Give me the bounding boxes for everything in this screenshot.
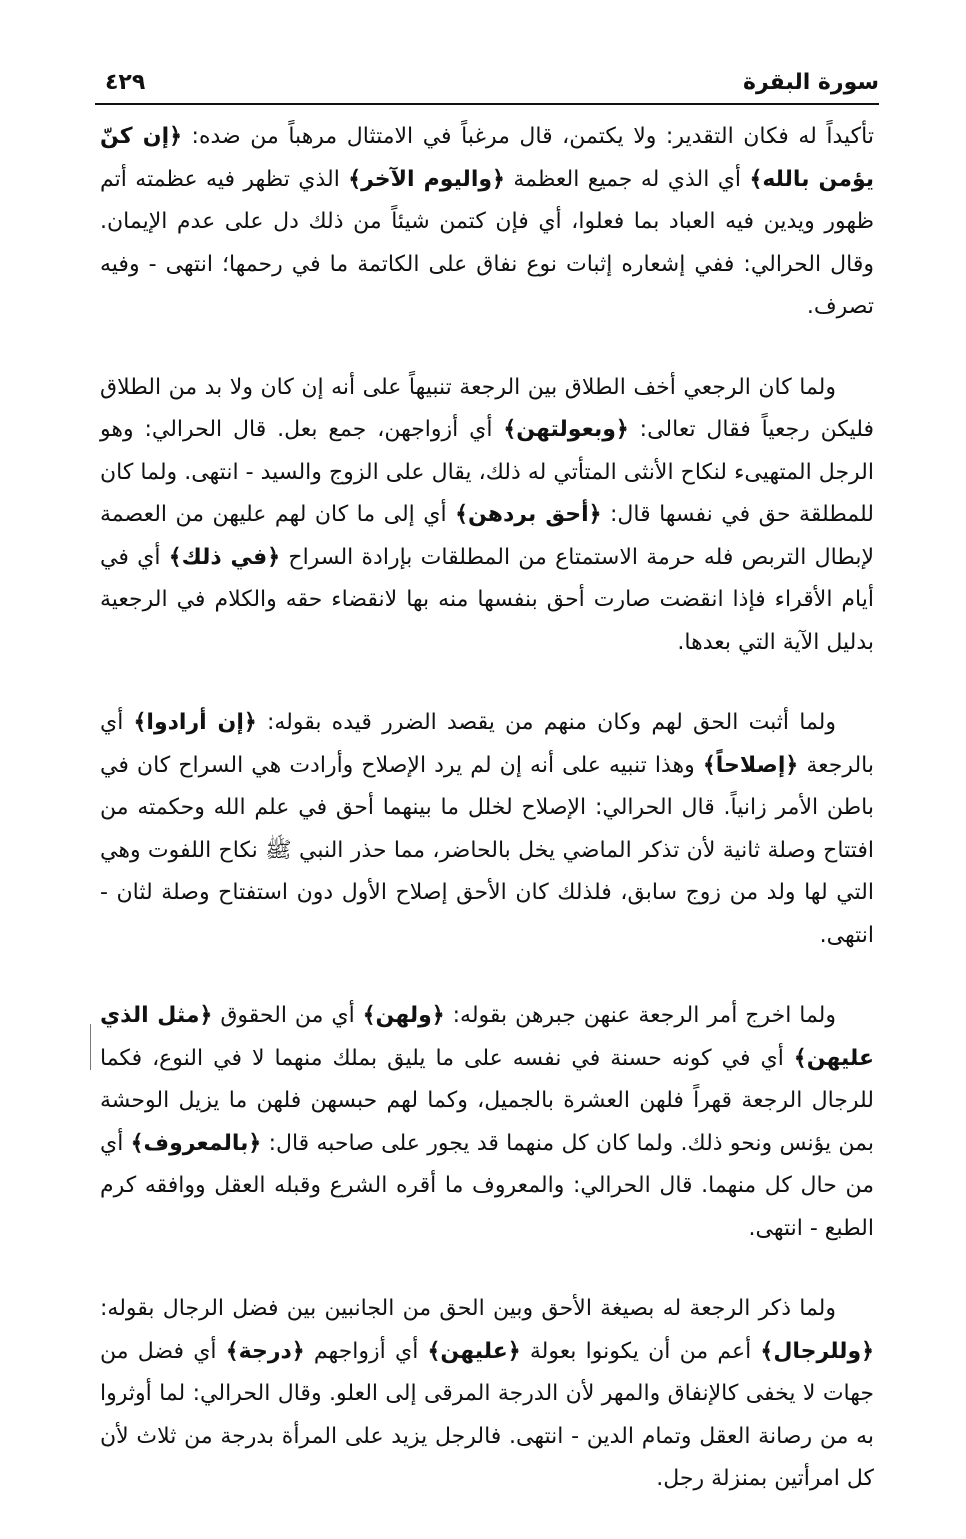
page-number: ٤٢٩ — [105, 70, 146, 95]
quran-quote: ﴿أحق بردهن﴾ — [455, 502, 602, 527]
commentary-text: أعم من أن يكونوا بعولة — [520, 1338, 761, 1364]
margin-mark — [90, 1024, 91, 1070]
quran-quote: ﴿وللرجال﴾ — [760, 1338, 875, 1364]
commentary-text: الذي تظهر فيه عظمته أتم ظهور ويدين فيه العباد بما فعلوا، أي فإن كتمن شيئاً من ذلك دل على عدم الإيمان. وقال الحرالي: ففي إشعاره إثبات نوع نفاق على الكاتمة ما في رحمها؛ انتهى - وفيه تصرف. — [100, 166, 874, 319]
commentary-text: أي في كونه حسنة في نفسه على ما يليق بملك منهما لا في النوع، فكما للرجال الرجعة قهراً فلهن العشرة بالجميل، وكما لهم حبسهن فلهن ما يزيل الوحشة بمن يؤنس ونحو ذلك. ولما كان كل منهما قد يجور على صاحبه قال: — [100, 1045, 874, 1156]
quran-quote: ﴿في ذلك﴾ — [168, 544, 281, 570]
commentary-text: أي فضل من جهات لا يخفى كالإنفاق والمهر لأن الدرجة المرقى إلى العلو. وقال الحرالي: لما أوثروا به من رصانة العقل وتمام الدين - انتهى. فالرجل يزيد على المرأة بدرجة من ثلاث لأن كل امرأتين بمنزلة رجل. — [100, 1338, 874, 1491]
quran-quote: ﴿بالمعروف﴾ — [130, 1130, 262, 1156]
commentary-text: أي أزواجهم — [304, 1338, 428, 1364]
quran-quote: ﴿ولهن﴾ — [362, 1003, 445, 1028]
commentary-text: أي في أيام الأقراء فإذا انقضت صارت أحق بنفسها منه بها لانقضاء حقه والكلام في الرجعية بدليل الآية التي بعدها. — [100, 544, 874, 655]
commentary-text: أي أزواجهن، جمع بعل. قال الحرالي: وهو الرجل المتهيىء لنكاح الأنثى المتأتي له ذلك، يقال على الزوج والسيد - انتهى. ولما كان للمطلقة حق في نفسها قال: — [100, 417, 874, 527]
commentary-text: أي بالرجعة — [100, 710, 875, 778]
quran-quote: ﴿عليهن﴾ — [427, 1338, 521, 1364]
commentary-text: ولما أثبت الحق لهم وكان منهم من يقصد الضرر قيده بقوله: — [256, 710, 836, 735]
quran-quote: ﴿إصلاحاً﴾ — [702, 752, 799, 778]
commentary-text: وهذا تنبيه على أنه إن لم يرد الإصلاح وأرادت هي السراح كان في باطن الأمر زانياً. قال الحرالي: الإصلاح لخلل ما بينهما أحق في علم الله وحكمته من افتتاح وصلة ثانية لأن تذكر الماضي يخل بالحاضر، مما حذر النبي ﷺ نكاح اللفوت وهي التي لها ولد من زوج سابق، فلذلك كان الأحق إصلاح الأول دون استفتاح وصلة لثان - انتهى. — [100, 752, 874, 948]
paragraph — [100, 116, 874, 329]
paragraph — [100, 702, 874, 957]
commentary-text: أي من حال كل منهما. قال الحرالي: والمعروف ما أقره الشرع وقبله العقل ووافقه كرم الطبع - انتهى. — [100, 1130, 874, 1241]
paragraph — [100, 367, 874, 665]
quran-quote: ﴿مثل الذي عليهن﴾ — [100, 1003, 874, 1071]
page-body — [100, 116, 874, 1539]
header-rule — [95, 103, 879, 105]
commentary-text: أي إلى ما كان لهم عليهن من العصمة لإبطال التربص فله حرمة الاستمتاع من المطلقات بإرادة السراح — [100, 502, 875, 570]
quran-quote: ﴿إن أرادوا﴾ — [133, 710, 257, 735]
quran-quote: ﴿واليوم الآخر﴾ — [348, 166, 505, 192]
commentary-text: ولما ذكر الرجعة له بصيغة الأحق وبين الحق من الجانبين بين فضل الرجال بقوله: — [100, 1296, 836, 1321]
running-title: سورة البقرة — [742, 70, 879, 95]
commentary-text: أي من الحقوق — [212, 1003, 363, 1028]
quran-quote: ﴿درجة﴾ — [225, 1338, 305, 1364]
quran-quote: ﴿وبعولتهن﴾ — [503, 417, 629, 442]
paragraph — [100, 995, 874, 1250]
page-header — [95, 62, 879, 102]
commentary-text: تأكيداً له فكان التقدير: ولا يكتمن، قال مرغباً في الامتثال مرهباً من ضده: — [182, 124, 874, 149]
commentary-text: ولما اخرج أمر الرجعة عنهن جبرهن بقوله: — [444, 1003, 836, 1028]
commentary-text: أي الذي له جميع العظمة — [504, 166, 750, 192]
commentary-text: ولما كان الرجعي أخف الطلاق بين الرجعة تنبيهاً على أنه إن كان ولا بد من الطلاق فليكن رجعياً فقال تعالى: — [100, 374, 874, 442]
quran-quote: ﴿إن كنّ يؤمن بالله﴾ — [100, 124, 874, 192]
paragraph — [100, 1288, 874, 1501]
